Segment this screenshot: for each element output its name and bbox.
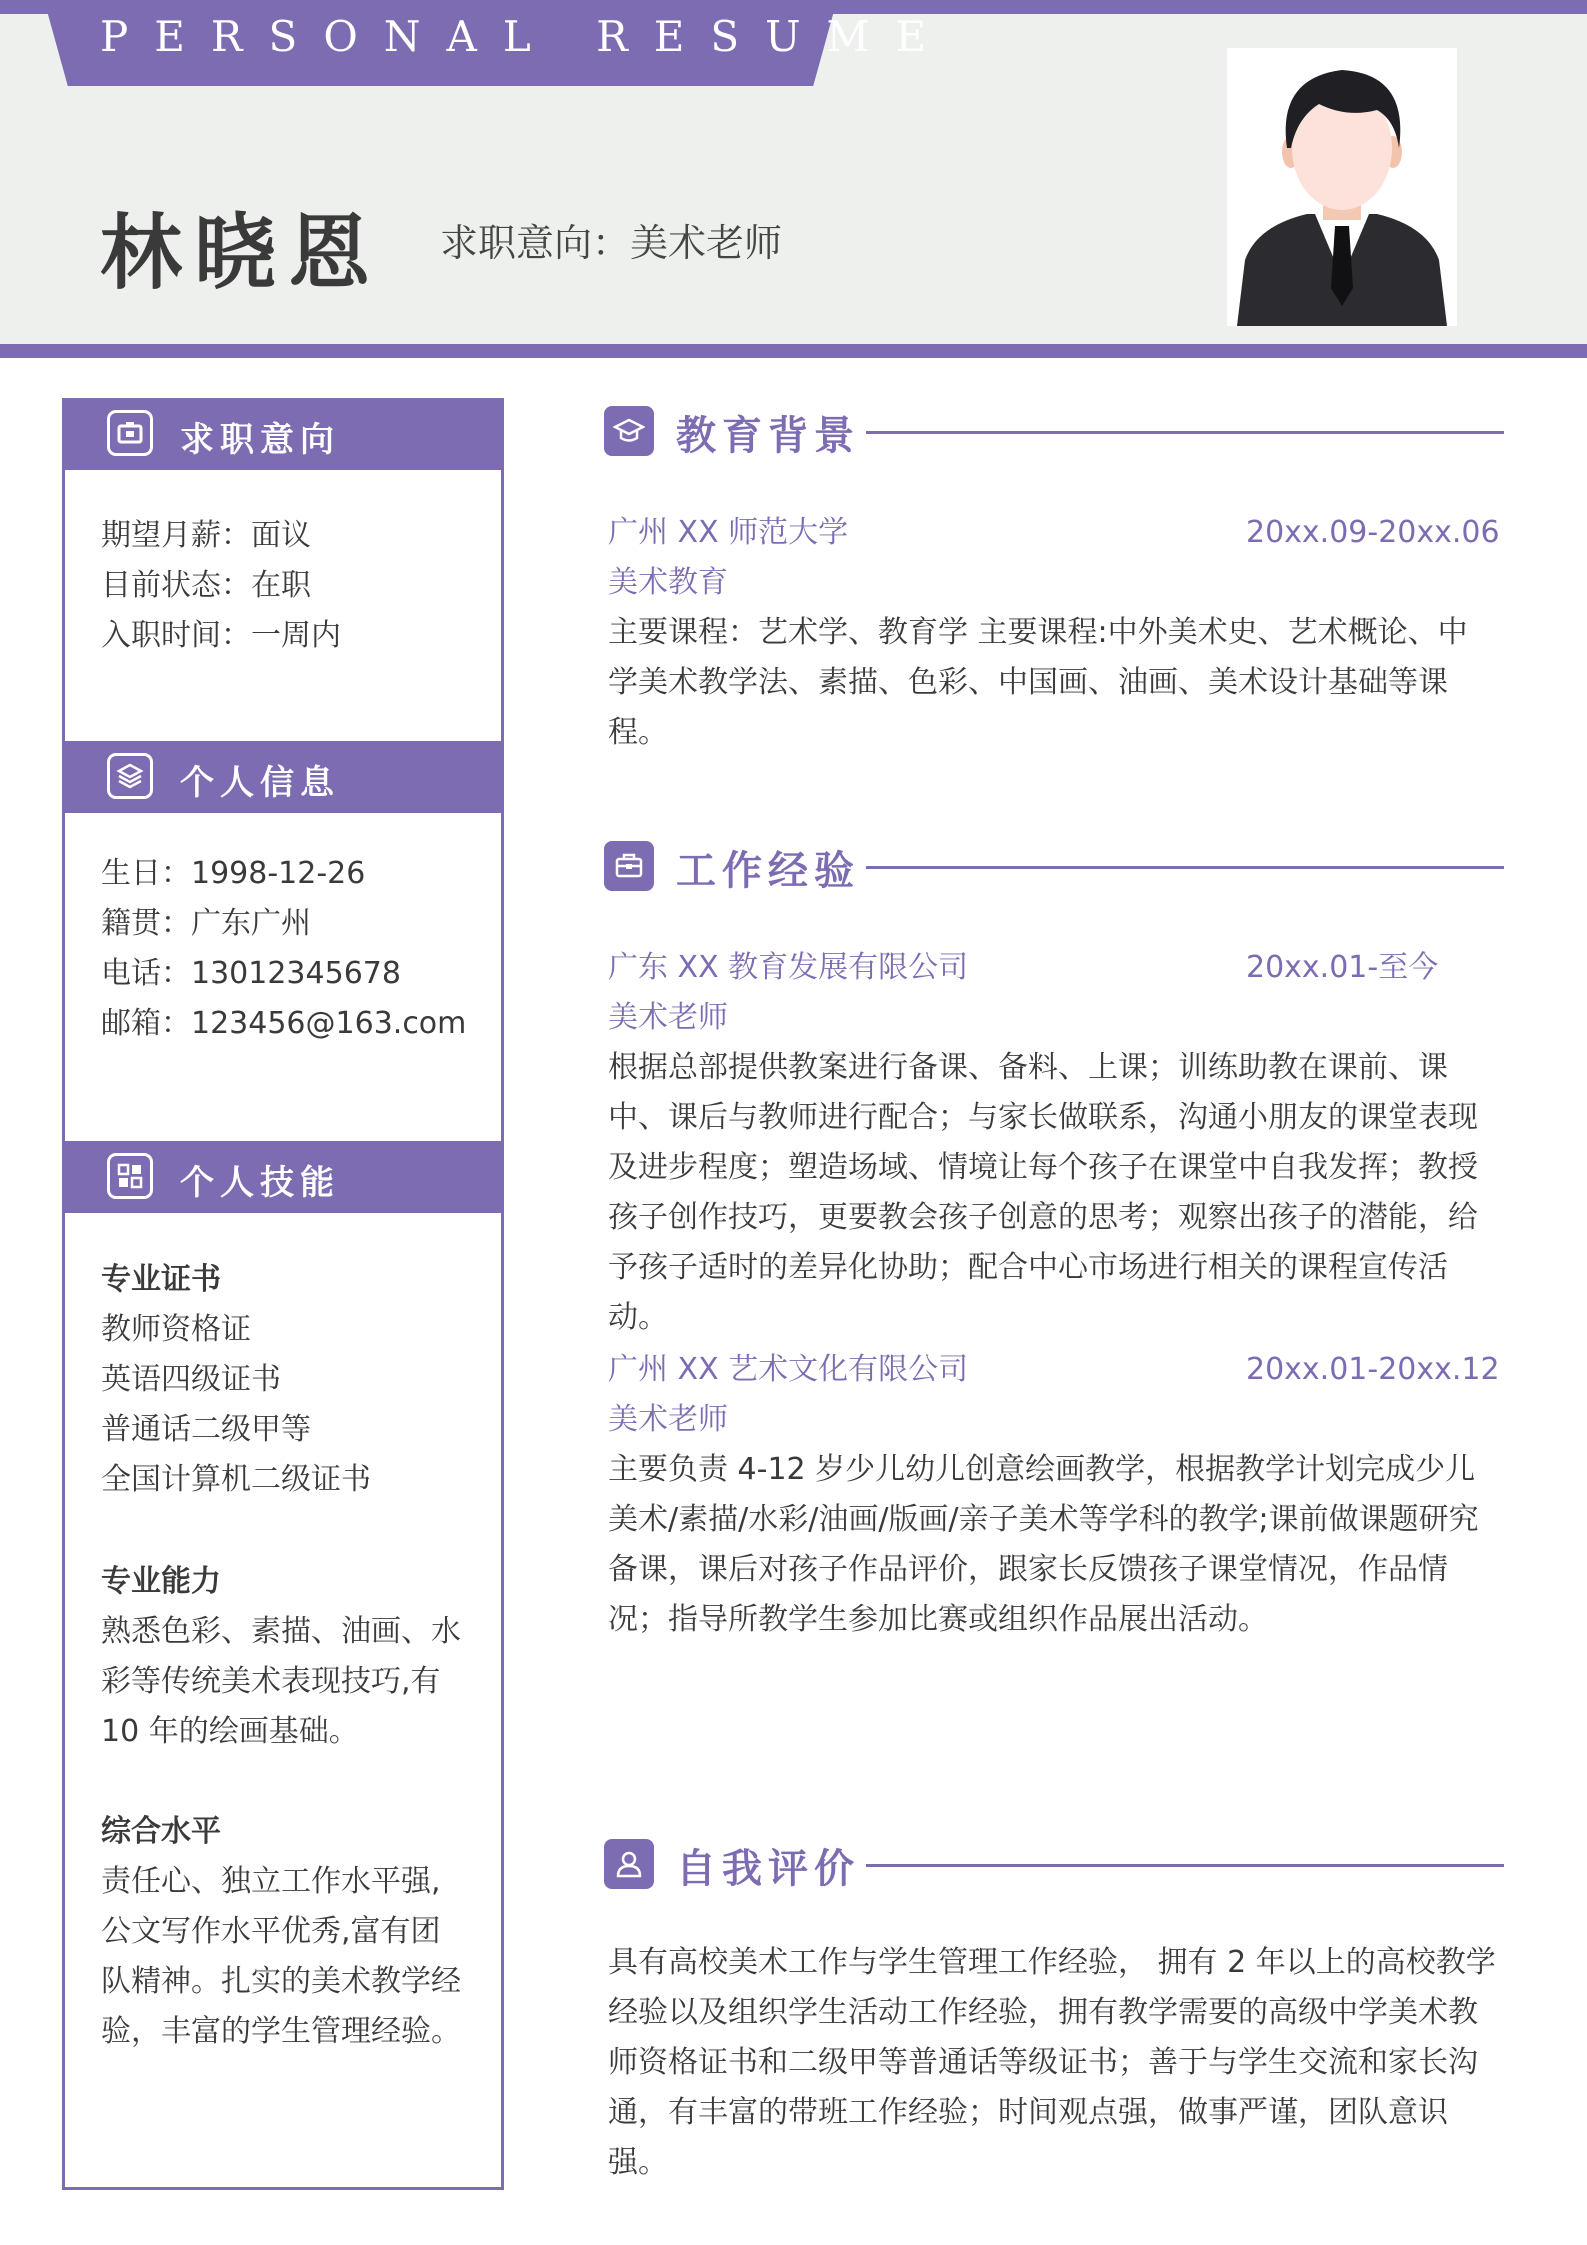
major: 美术教育 (608, 565, 728, 600)
camera-icon (107, 410, 153, 456)
banner-text: PERSONAL RESUME (100, 12, 953, 61)
grid-icon (107, 1153, 153, 1199)
list-item: 生日：1998-12-26 (101, 856, 366, 891)
list-item: 公文写作水平优秀,富有团 (101, 1914, 441, 1949)
section-divider (866, 866, 1504, 869)
section-title: 个人信息 (180, 763, 340, 803)
section-title: 自我评价 (676, 1846, 860, 1892)
candidate-name: 林晓恩 (100, 206, 383, 301)
section-divider (866, 431, 1504, 434)
avatar-icon (1227, 48, 1457, 326)
intent-list (101, 511, 341, 661)
section-header-self (604, 1833, 1504, 1893)
job-entry (608, 943, 1496, 1343)
job-role: 美术老师 (608, 1000, 728, 1035)
section-title: 个人技能 (180, 1163, 340, 1203)
list-item: 目前状态：在职 (101, 568, 311, 603)
list-item: 验，丰富的学生管理经验。 (101, 2014, 461, 2049)
school-name: 广州 XX 师范大学 (608, 515, 849, 550)
list-item: 电话：13012345678 (101, 956, 401, 991)
list-item: 入职时间：一周内 (101, 618, 341, 653)
list-item: 全国计算机二级证书 (101, 1462, 371, 1497)
skill-heading: 综合水平 (101, 1814, 221, 1849)
job-objective: 求职意向：美术老师 (440, 221, 783, 265)
section-header-skills (62, 1141, 504, 1213)
list-item: 英语四级证书 (101, 1362, 281, 1397)
section-title: 教育背景 (676, 413, 860, 459)
graduation-cap-icon (604, 406, 654, 456)
section-header-personal (62, 741, 504, 813)
education-entry (608, 508, 1500, 758)
skill-block-certificates (101, 1255, 481, 1505)
job-date: 20xx.01-至今 (1246, 950, 1439, 985)
section-header-education (604, 400, 1504, 460)
list-item: 期望月薪：面议 (101, 518, 311, 553)
layers-icon (107, 753, 153, 799)
company-name: 广东 XX 教育发展有限公司 (608, 950, 969, 985)
sidebar (62, 398, 504, 2190)
section-header-intent (62, 398, 504, 470)
education-description: 主要课程：艺术学、教育学 主要课程:中外美术史、艺术概论、中学美术教学法、素描、色彩、中国画、油画、美术设计基础等课程。 (608, 615, 1468, 750)
job-entry (608, 1345, 1500, 1645)
briefcase-icon (604, 841, 654, 891)
profile-photo (1227, 48, 1457, 326)
section-title: 工作经验 (676, 848, 860, 894)
section-header-work (604, 835, 1504, 895)
user-icon (604, 1839, 654, 1889)
job-description: 主要负责 4-12 岁少儿幼儿创意绘画教学，根据教学计划完成少儿美术/素描/水彩/油画/版画/亲子美术等学科的教学;课前做课题研究备课，课后对孩子作品评价，跟家长反馈孩子课堂情况，作品情况；指导所教学生参加比赛或组织作品展出活动。 (608, 1452, 1479, 1637)
job-description: 根据总部提供教案进行备课、备料、上课；训练助教在课前、课中、课后与教师进行配合；与家长做联系，沟通小朋友的课堂表现及进步程度；塑造场域、情境让每个孩子在课堂中自我发挥；教授孩子创作技巧，更要教会孩子创意的思考；观察出孩子的潜能，给予孩子适时的差异化协助；配合中心市场进行相关的课程宣传活动。 (608, 1050, 1478, 1335)
self-evaluation-text: 具有高校美术工作与学生管理工作经验， 拥有 2 年以上的高校教学经验以及组织学生活动工作经验，拥有教学需要的高级中学美术教师资格证书和二级甲等普通话等级证书；善于与学生交流和家长沟通，有丰富的带班工作经验；时间观点强，做事严谨，团队意识强。 (608, 1945, 1496, 2180)
list-item: 普通话二级甲等 (101, 1412, 311, 1447)
resume-header (0, 0, 1587, 358)
section-title: 求职意向 (180, 420, 340, 460)
skill-block-abilities (101, 1557, 481, 1757)
job-role: 美术老师 (608, 1402, 728, 1437)
list-item: 籍贯：广东广州 (101, 906, 311, 941)
list-item: 教师资格证 (101, 1312, 251, 1347)
education-date: 20xx.09-20xx.06 (1246, 515, 1500, 550)
list-item: 10 年的绘画基础。 (101, 1714, 359, 1749)
header-bottom-bar (0, 344, 1587, 358)
personal-list (101, 849, 466, 1049)
skill-block-overall (101, 1807, 481, 2057)
list-item: 彩等传统美术表现技巧,有 (101, 1664, 441, 1699)
list-item: 队精神。扎实的美术教学经 (101, 1964, 461, 1999)
list-item: 熟悉色彩、素描、油画、水 (101, 1614, 461, 1649)
skill-heading: 专业能力 (101, 1564, 221, 1599)
job-date: 20xx.01-20xx.12 (1246, 1352, 1500, 1387)
list-item: 责任心、独立工作水平强, (101, 1864, 441, 1899)
company-name: 广州 XX 艺术文化有限公司 (608, 1352, 969, 1387)
list-item: 邮箱：123456@163.com (101, 1006, 467, 1041)
skill-heading: 专业证书 (101, 1262, 221, 1297)
section-divider (866, 1864, 1504, 1867)
